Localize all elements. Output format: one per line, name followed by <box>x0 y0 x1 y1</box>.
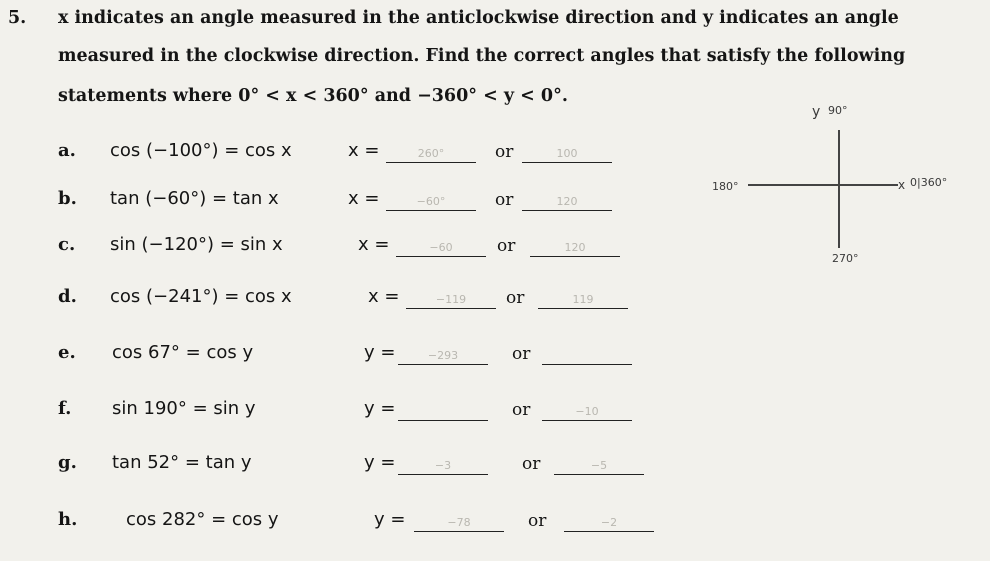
question-text-line-1: x indicates an angle measured in the anticlockwise direction and y indicates an angle <box>58 8 899 28</box>
faint-pencil-answer: −293 <box>427 349 459 362</box>
item-label: a. <box>58 140 76 161</box>
faint-pencil-answer: 260° <box>417 147 445 160</box>
item-variable: x = <box>348 140 380 161</box>
item-or: or <box>506 288 525 308</box>
answer-blank-2[interactable] <box>530 236 620 257</box>
answer-blank-2[interactable] <box>564 511 654 532</box>
item-label: h. <box>58 509 78 530</box>
item-variable: y = <box>364 398 396 419</box>
item-label: b. <box>58 188 77 209</box>
faint-pencil-answer: −60° <box>416 195 446 208</box>
faint-pencil-answer: 100 <box>556 147 578 160</box>
answer-blank-1[interactable] <box>414 511 504 532</box>
x-axis-line <box>748 184 898 186</box>
item-or: or <box>512 344 531 364</box>
answer-blank-2[interactable] <box>538 288 628 309</box>
sketch-label-bottom: 270° <box>832 252 859 265</box>
question-text-line-2: measured in the clockwise direction. Find the correct angles that satisfy the following <box>58 46 906 66</box>
item-label: e. <box>58 342 76 363</box>
item-equation: tan (−60°) = tan x <box>110 188 279 209</box>
faint-pencil-answer: −60 <box>429 241 453 254</box>
sketch-label-right: 0|360° <box>910 176 948 189</box>
answer-blank-1[interactable] <box>386 190 476 211</box>
item-or: or <box>522 454 541 474</box>
answer-blank-1[interactable] <box>386 142 476 163</box>
faint-pencil-answer: −119 <box>435 293 467 306</box>
sketch-label-top: 90° <box>828 104 848 117</box>
answer-blank-1[interactable] <box>398 344 488 365</box>
faint-pencil-answer: 120 <box>556 195 578 208</box>
item-equation: cos (−241°) = cos x <box>110 286 292 307</box>
item-equation: cos 67° = cos y <box>112 342 254 363</box>
faint-pencil-answer: −10 <box>575 405 599 418</box>
item-equation: sin 190° = sin y <box>112 398 256 419</box>
item-or: or <box>495 142 514 162</box>
item-or: or <box>512 400 531 420</box>
faint-pencil-answer: −2 <box>600 516 618 529</box>
item-or: or <box>495 190 514 210</box>
answer-blank-1[interactable] <box>406 288 496 309</box>
item-equation: cos (−100°) = cos x <box>110 140 292 161</box>
item-equation: tan 52° = tan y <box>112 452 252 473</box>
item-or: or <box>497 236 516 256</box>
item-equation: sin (−120°) = sin x <box>110 234 283 255</box>
sketch-label-left: 180° <box>712 180 739 193</box>
item-label: d. <box>58 286 77 307</box>
faint-pencil-answer: −5 <box>590 459 608 472</box>
answer-blank-2[interactable] <box>542 400 632 421</box>
item-variable: y = <box>374 509 406 530</box>
item-variable: y = <box>364 452 396 473</box>
item-label: c. <box>58 234 76 255</box>
answer-blank-2[interactable] <box>522 190 612 211</box>
item-variable: x = <box>348 188 380 209</box>
y-axis-line <box>838 130 840 248</box>
answer-blank-2[interactable] <box>522 142 612 163</box>
faint-pencil-answer: 120 <box>564 241 586 254</box>
sketch-x-label: x <box>898 178 906 192</box>
answer-blank-1[interactable] <box>398 454 488 475</box>
answer-blank-2[interactable] <box>542 344 632 365</box>
sketch-y-label: y <box>812 104 821 120</box>
faint-pencil-answer: 119 <box>572 293 594 306</box>
faint-pencil-answer: −78 <box>447 516 471 529</box>
answer-blank-1[interactable] <box>396 236 486 257</box>
question-number: 5. <box>8 8 27 28</box>
faint-pencil-answer: −3 <box>434 459 452 472</box>
question-text-line-3: statements where 0° < x < 360° and −360° < y < 0°. <box>58 86 568 106</box>
answer-blank-1[interactable] <box>398 400 488 421</box>
item-or: or <box>528 511 547 531</box>
item-equation: cos 282° = cos y <box>126 509 279 530</box>
item-label: f. <box>58 398 72 419</box>
answer-blank-2[interactable] <box>554 454 644 475</box>
item-variable: y = <box>364 342 396 363</box>
item-label: g. <box>58 452 77 473</box>
item-variable: x = <box>358 234 390 255</box>
item-variable: x = <box>368 286 400 307</box>
